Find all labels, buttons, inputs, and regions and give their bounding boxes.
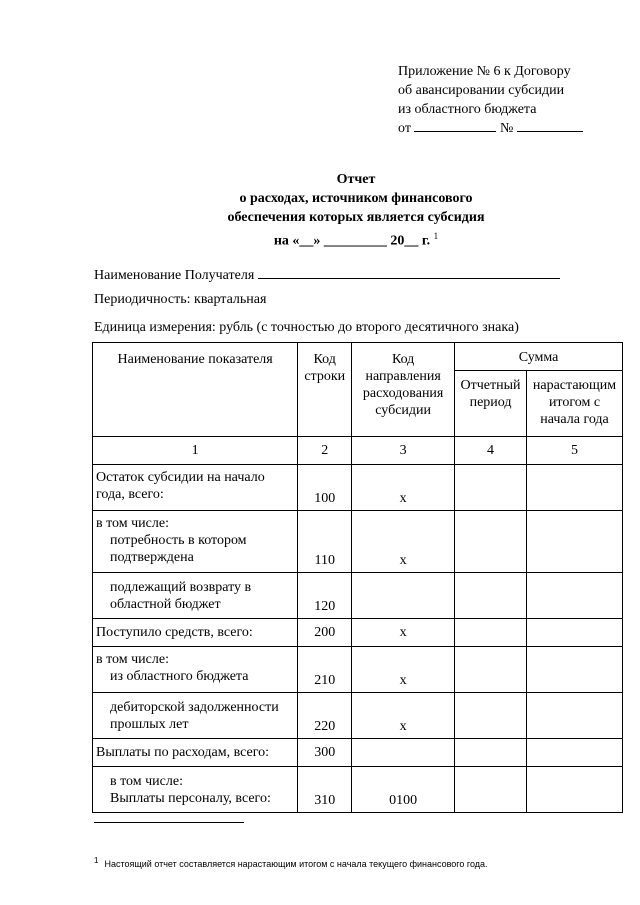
row-name: Выплаты по расходам, всего: bbox=[93, 739, 298, 767]
row-name-cell bbox=[93, 573, 298, 619]
row-name: подлежащий возврату в областной бюджет bbox=[110, 580, 252, 612]
report-table bbox=[92, 342, 623, 813]
number-label: № bbox=[499, 121, 514, 136]
appendix-line-2: об авансировании субсидии bbox=[398, 83, 565, 98]
appendix-line-1: Приложение № 6 к Договору bbox=[398, 64, 571, 79]
row-code: 210 bbox=[298, 647, 352, 693]
col-num: 4 bbox=[455, 437, 527, 465]
row-direction: x bbox=[352, 693, 455, 739]
recipient-blank bbox=[258, 264, 560, 279]
row-direction: 0100 bbox=[352, 767, 455, 813]
title-line-2: о расходах, источником финансового bbox=[239, 191, 473, 206]
column-number-row bbox=[93, 437, 623, 465]
appendix-line-3: из областного бюджета bbox=[398, 102, 537, 117]
footnote-divider bbox=[94, 822, 244, 823]
row-prefix: в том числе: bbox=[96, 652, 169, 667]
number-blank bbox=[517, 119, 583, 132]
row-prefix: в том числе: bbox=[110, 774, 183, 789]
cell-cumulative[interactable] bbox=[527, 647, 623, 693]
header-cumulative: нарастающим итогом с начала года bbox=[527, 371, 623, 437]
cell-cumulative[interactable] bbox=[527, 573, 623, 619]
row-direction: x bbox=[352, 619, 455, 647]
row-name-cell bbox=[93, 767, 298, 813]
appendix-line-4 bbox=[398, 119, 598, 138]
title-line-1: Отчет bbox=[336, 172, 376, 187]
unit-of-measure: Единица измерения: рубль (с точностью до второго десятичного знака) bbox=[94, 320, 519, 335]
report-title bbox=[150, 170, 562, 251]
row-name-cell bbox=[93, 511, 298, 573]
footnote bbox=[94, 856, 488, 869]
cell-period[interactable] bbox=[455, 693, 527, 739]
table-row bbox=[93, 573, 623, 619]
row-code: 300 bbox=[298, 739, 352, 767]
header-name: Наименование показателя bbox=[93, 343, 298, 437]
cell-period[interactable] bbox=[455, 465, 527, 511]
title-footnote-mark: 1 bbox=[433, 231, 439, 241]
row-name: Поступило средств, всего: bbox=[93, 619, 298, 647]
row-name: дебиторской задолженности прошлых лет bbox=[110, 700, 279, 732]
col-num: 1 bbox=[93, 437, 298, 465]
row-code: 220 bbox=[298, 693, 352, 739]
row-name-cell bbox=[93, 693, 298, 739]
row-code: 110 bbox=[298, 511, 352, 573]
footnote-text: Настоящий отчет составляется нарастающим итогом с начала текущего финансового года. bbox=[104, 859, 488, 869]
recipient-field bbox=[94, 264, 560, 284]
row-direction: x bbox=[352, 511, 455, 573]
title-line-4 bbox=[150, 227, 562, 251]
cell-period[interactable] bbox=[455, 573, 527, 619]
row-prefix: в том числе: bbox=[96, 516, 169, 531]
cell-cumulative[interactable] bbox=[527, 767, 623, 813]
cell-period[interactable] bbox=[455, 647, 527, 693]
table-row bbox=[93, 647, 623, 693]
appendix-note bbox=[398, 62, 598, 138]
table-row bbox=[93, 767, 623, 813]
footnote-mark: 1 bbox=[94, 856, 99, 865]
col-num: 5 bbox=[527, 437, 623, 465]
title-line-3: обеспечения которых является субсидия bbox=[227, 210, 485, 225]
cell-cumulative[interactable] bbox=[527, 511, 623, 573]
title-date: на «__» _________ 20__ г. bbox=[273, 233, 431, 249]
cell-cumulative[interactable] bbox=[527, 693, 623, 739]
cell-period[interactable] bbox=[455, 511, 527, 573]
periodicity: Периодичность: квартальная bbox=[94, 292, 267, 307]
row-name: Остаток субсидии на начало года, всего: bbox=[93, 465, 298, 511]
row-direction: x bbox=[352, 465, 455, 511]
cell-period[interactable] bbox=[455, 619, 527, 647]
table-row bbox=[93, 511, 623, 573]
recipient-label: Наименование Получателя bbox=[94, 268, 255, 283]
row-code: 310 bbox=[298, 767, 352, 813]
header-code-direction: Код направления расходования субсидии bbox=[352, 343, 455, 437]
date-blank bbox=[414, 119, 496, 132]
col-num: 3 bbox=[352, 437, 455, 465]
cell-period[interactable] bbox=[455, 739, 527, 767]
cell-cumulative[interactable] bbox=[527, 619, 623, 647]
row-name: из областного бюджета bbox=[110, 669, 249, 684]
table-row bbox=[93, 619, 623, 647]
from-label: от bbox=[398, 121, 411, 136]
row-name-cell bbox=[93, 647, 298, 693]
cell-cumulative[interactable] bbox=[527, 465, 623, 511]
header-row-1 bbox=[93, 343, 623, 371]
header-sum: Сумма bbox=[455, 343, 623, 371]
row-direction: x bbox=[352, 647, 455, 693]
row-name: Выплаты персоналу, всего: bbox=[110, 791, 271, 806]
cell-period[interactable] bbox=[455, 767, 527, 813]
cell-cumulative[interactable] bbox=[527, 739, 623, 767]
row-code: 200 bbox=[298, 619, 352, 647]
table-row bbox=[93, 739, 623, 767]
header-period: Отчетный период bbox=[455, 371, 527, 437]
row-direction bbox=[352, 739, 455, 767]
row-code: 100 bbox=[298, 465, 352, 511]
header-code-row: Код строки bbox=[298, 343, 352, 437]
table-row bbox=[93, 465, 623, 511]
table-row bbox=[93, 693, 623, 739]
row-direction bbox=[352, 573, 455, 619]
col-num: 2 bbox=[298, 437, 352, 465]
row-code: 120 bbox=[298, 573, 352, 619]
row-name: потребность в котором подтверждена bbox=[110, 533, 247, 565]
